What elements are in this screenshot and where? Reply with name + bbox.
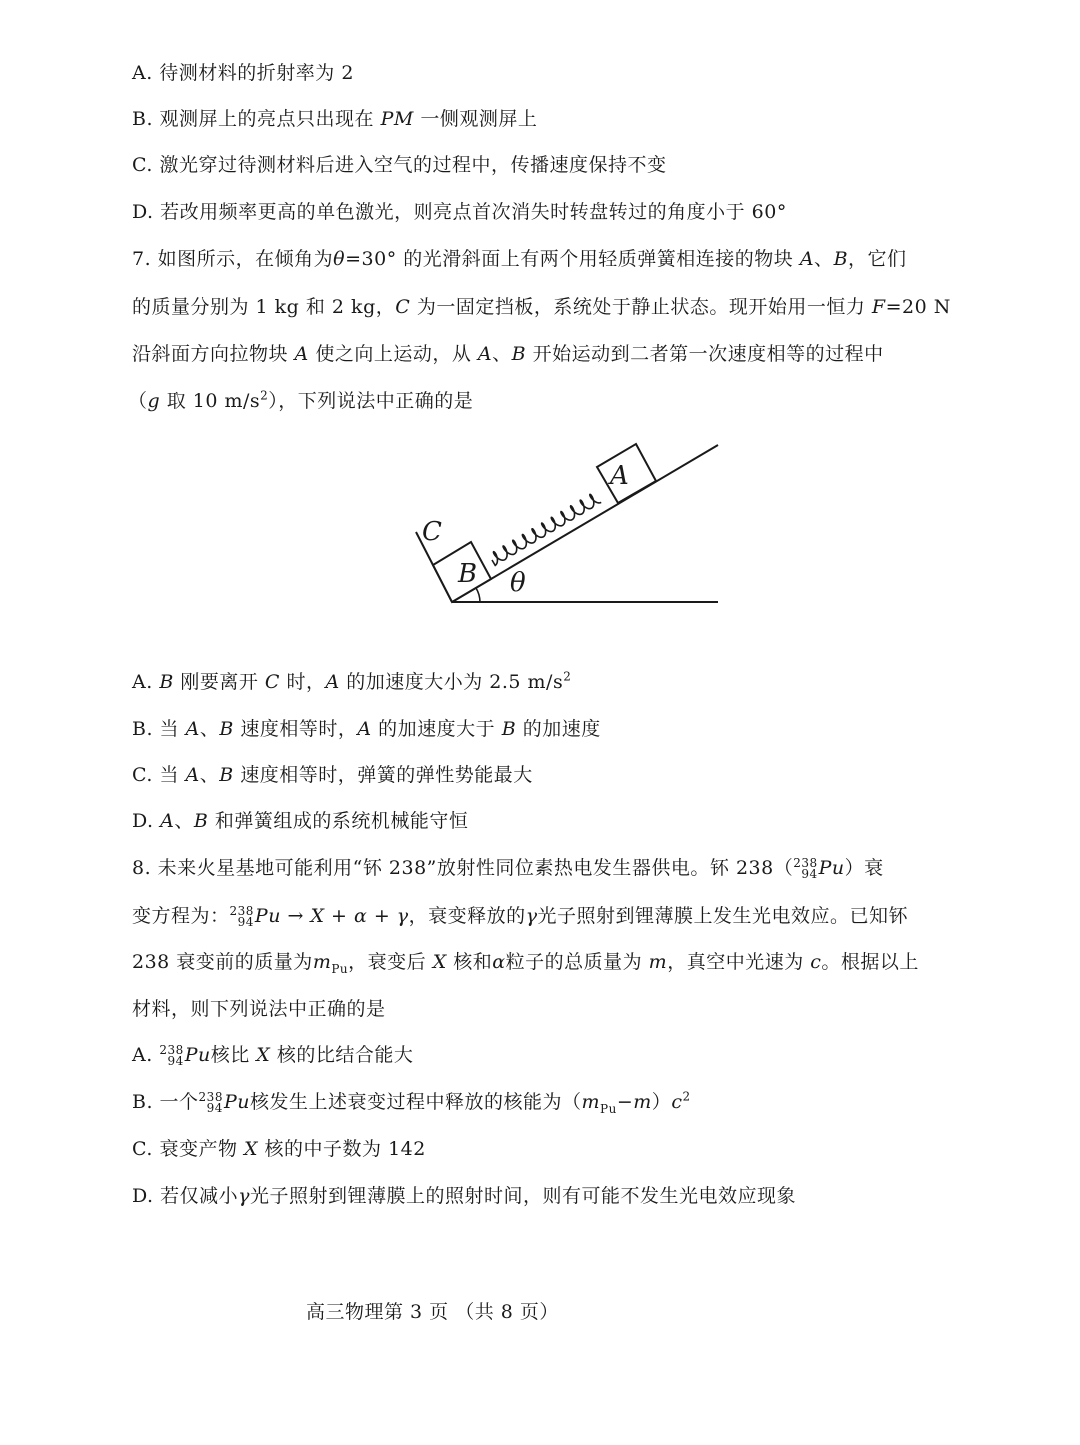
t: 光子照射到锂薄膜上发生光电效应。已知钚 xyxy=(537,905,909,927)
t: ，它们 xyxy=(848,248,907,270)
var-a: A xyxy=(185,764,200,786)
q7-stem-line1 xyxy=(132,246,907,272)
var-b: B xyxy=(219,764,234,786)
t: 、 xyxy=(199,764,220,786)
t: 、 xyxy=(174,810,194,832)
t: 速度相等时， xyxy=(233,718,358,740)
t: 使之向上运动，从 xyxy=(308,343,478,365)
t: D. xyxy=(132,810,161,832)
t: 取 10 m/s xyxy=(160,390,261,412)
t: 时， xyxy=(279,671,326,693)
page-footer: 高三物理第 3 页 （共 8 页） xyxy=(306,1301,559,1323)
var-b: B xyxy=(193,810,209,832)
nuclide-notation xyxy=(159,1045,183,1067)
var-a: A xyxy=(185,718,200,740)
mass-number: 238 xyxy=(198,1090,223,1104)
t: 的加速度大于 xyxy=(371,718,502,740)
t: − xyxy=(616,1091,634,1113)
var-c: C xyxy=(395,296,411,318)
label-theta: θ xyxy=(510,568,526,598)
t: ），下列说法中正确的是 xyxy=(268,390,474,412)
t: 和弹簧组成的系统机械能守恒 xyxy=(208,810,469,832)
angle-arc xyxy=(476,588,480,602)
q7-option-a xyxy=(132,669,571,695)
pu-symbol: Pu xyxy=(818,857,845,879)
t: ，衰变释放的 xyxy=(408,905,526,927)
t: A. xyxy=(132,671,160,693)
q7-option-c xyxy=(132,762,533,788)
q6-option-b-text2: 一侧观测屏上 xyxy=(413,108,538,130)
gamma-symbol: γ xyxy=(525,905,538,927)
q8-option-d xyxy=(132,1183,796,1209)
atomic-number: 94 xyxy=(801,867,818,881)
q6-option-b-var: PM xyxy=(380,108,414,130)
label-a: A xyxy=(610,461,629,491)
q8-option-c xyxy=(132,1136,426,1162)
t: 变方程为： xyxy=(132,905,230,927)
superscript: 2 xyxy=(682,1089,691,1104)
t: 粒子的总质量为 xyxy=(505,951,649,973)
t: =30° 的光滑斜面上有两个用轻质弹簧相连接的物块 xyxy=(345,248,800,270)
q7-option-b xyxy=(132,716,601,742)
var-a: A xyxy=(160,810,175,832)
t: D. 若仅减小 xyxy=(132,1185,239,1207)
t: A. xyxy=(132,1044,160,1066)
q6-option-a: A. 待测材料的折射率为 2 xyxy=(132,62,354,84)
t: 开始运动到二者第一次速度相等的过程中 xyxy=(526,343,884,365)
t: 核和 xyxy=(446,951,493,973)
var-a: A xyxy=(294,343,309,365)
t: ） xyxy=(651,1091,672,1113)
t: 核比 xyxy=(210,1044,257,1066)
q8-option-b xyxy=(132,1089,691,1115)
var-a: A xyxy=(799,248,815,270)
incline-line xyxy=(452,445,718,602)
t: 、 xyxy=(199,718,220,740)
q8-option-a xyxy=(132,1042,413,1068)
var-a: A xyxy=(357,718,372,740)
var-m: m xyxy=(312,951,332,973)
superscript: 2 xyxy=(563,669,572,684)
gamma-symbol: γ xyxy=(238,1185,250,1207)
t: 速度相等时，弹簧的弹性势能最大 xyxy=(233,764,533,786)
q8-stem-line1 xyxy=(132,855,884,881)
t: B. 一个 xyxy=(132,1091,199,1113)
var-x: X xyxy=(243,1138,259,1160)
t: 为一固定挡板，系统处于静止状态。现开始用一恒力 xyxy=(410,296,872,318)
mass-number: 238 xyxy=(229,904,254,918)
nuclide-notation xyxy=(199,1092,223,1114)
t: 核发生上述衰变过程中释放的核能为（ xyxy=(249,1091,582,1113)
q6-option-b-text: B. 观测屏上的亮点只出现在 xyxy=(132,108,381,130)
pu-symbol: Pu xyxy=(223,1091,250,1113)
t: 。根据以上 xyxy=(821,951,919,973)
var-c: c xyxy=(671,1091,683,1113)
spring xyxy=(492,494,601,565)
var-b: B xyxy=(511,343,527,365)
t: ）衰 xyxy=(844,857,884,879)
var-b: B xyxy=(159,671,174,693)
var-m: m xyxy=(581,1091,601,1113)
atomic-number: 94 xyxy=(206,1101,223,1115)
var-b: B xyxy=(833,248,849,270)
atomic-number: 94 xyxy=(167,1054,184,1068)
t: ，衰变后 xyxy=(348,951,433,973)
q8-stem-line3 xyxy=(132,949,919,975)
var-c: c xyxy=(810,951,822,973)
atomic-number: 94 xyxy=(237,915,254,929)
label-b: B xyxy=(458,559,478,589)
var-m: m xyxy=(648,951,668,973)
t: 核的中子数为 142 xyxy=(258,1138,426,1160)
var-b: B xyxy=(501,718,517,740)
t: 的质量分别为 1 kg 和 2 kg， xyxy=(132,296,396,318)
alpha-symbol: α xyxy=(492,951,506,973)
t: =20 N xyxy=(885,296,951,318)
t: ，真空中光速为 xyxy=(667,951,811,973)
subscript-pu: Pu xyxy=(331,961,349,976)
var-a: A xyxy=(325,671,340,693)
t: （ xyxy=(128,390,148,412)
nuclide-notation xyxy=(793,858,817,880)
t: 光子照射到锂薄膜上的照射时间，则有可能不发生光电效应现象 xyxy=(250,1185,797,1207)
t: 7. 如图所示，在倾角为 xyxy=(132,248,334,270)
var-x: X xyxy=(256,1044,271,1066)
pu-symbol: Pu xyxy=(184,1044,211,1066)
nuclide-notation xyxy=(230,906,254,928)
t: 238 衰变前的质量为 xyxy=(132,951,313,973)
t: C. 衰变产物 xyxy=(132,1138,244,1160)
mass-number: 238 xyxy=(159,1043,184,1057)
var-m: m xyxy=(633,1091,652,1113)
q6-option-c: C. 激光穿过待测材料后进入空气的过程中，传播速度保持不变 xyxy=(132,154,667,176)
q6-option-d: D. 若改用频率更高的单色激光，则亮点首次消失时转盘转过的角度小于 60° xyxy=(132,201,787,223)
t: 的加速度 xyxy=(516,718,601,740)
var-c: C xyxy=(264,671,280,693)
pu-symbol: Pu xyxy=(254,905,281,927)
q7-stem-line2 xyxy=(132,294,951,320)
q7-stem-line4 xyxy=(128,388,473,414)
mass-number: 238 xyxy=(793,856,818,870)
t: 的加速度大小为 2.5 m/s xyxy=(339,671,564,693)
var-x: X xyxy=(432,951,447,973)
t: 沿斜面方向拉物块 xyxy=(132,343,295,365)
q7-stem-line3 xyxy=(132,341,884,367)
superscript: 2 xyxy=(260,388,269,403)
subscript-pu: Pu xyxy=(600,1101,617,1116)
label-c: C xyxy=(422,517,442,547)
incline-diagram xyxy=(400,436,730,611)
t: 、 xyxy=(492,343,512,365)
q8-stem-line4: 材料，则下列说法中正确的是 xyxy=(132,998,386,1020)
q6-option-b xyxy=(132,106,537,132)
theta-symbol: θ xyxy=(333,248,346,270)
q8-stem-line2 xyxy=(132,903,908,929)
t: C. 当 xyxy=(132,764,186,786)
t: 、 xyxy=(814,248,834,270)
q7-option-d xyxy=(132,808,468,834)
var-g: g xyxy=(147,390,161,412)
var-f: F xyxy=(871,296,886,318)
t: 8. 未来火星基地可能利用“钚 238”放射性同位素热电发生器供电。钚 238（ xyxy=(132,857,794,879)
t: B. 当 xyxy=(132,718,186,740)
t: 核的比结合能大 xyxy=(270,1044,414,1066)
var-a: A xyxy=(477,343,493,365)
t: 刚要离开 xyxy=(173,671,265,693)
decay-equation: → X + α + γ xyxy=(280,905,409,927)
var-b: B xyxy=(219,718,234,740)
